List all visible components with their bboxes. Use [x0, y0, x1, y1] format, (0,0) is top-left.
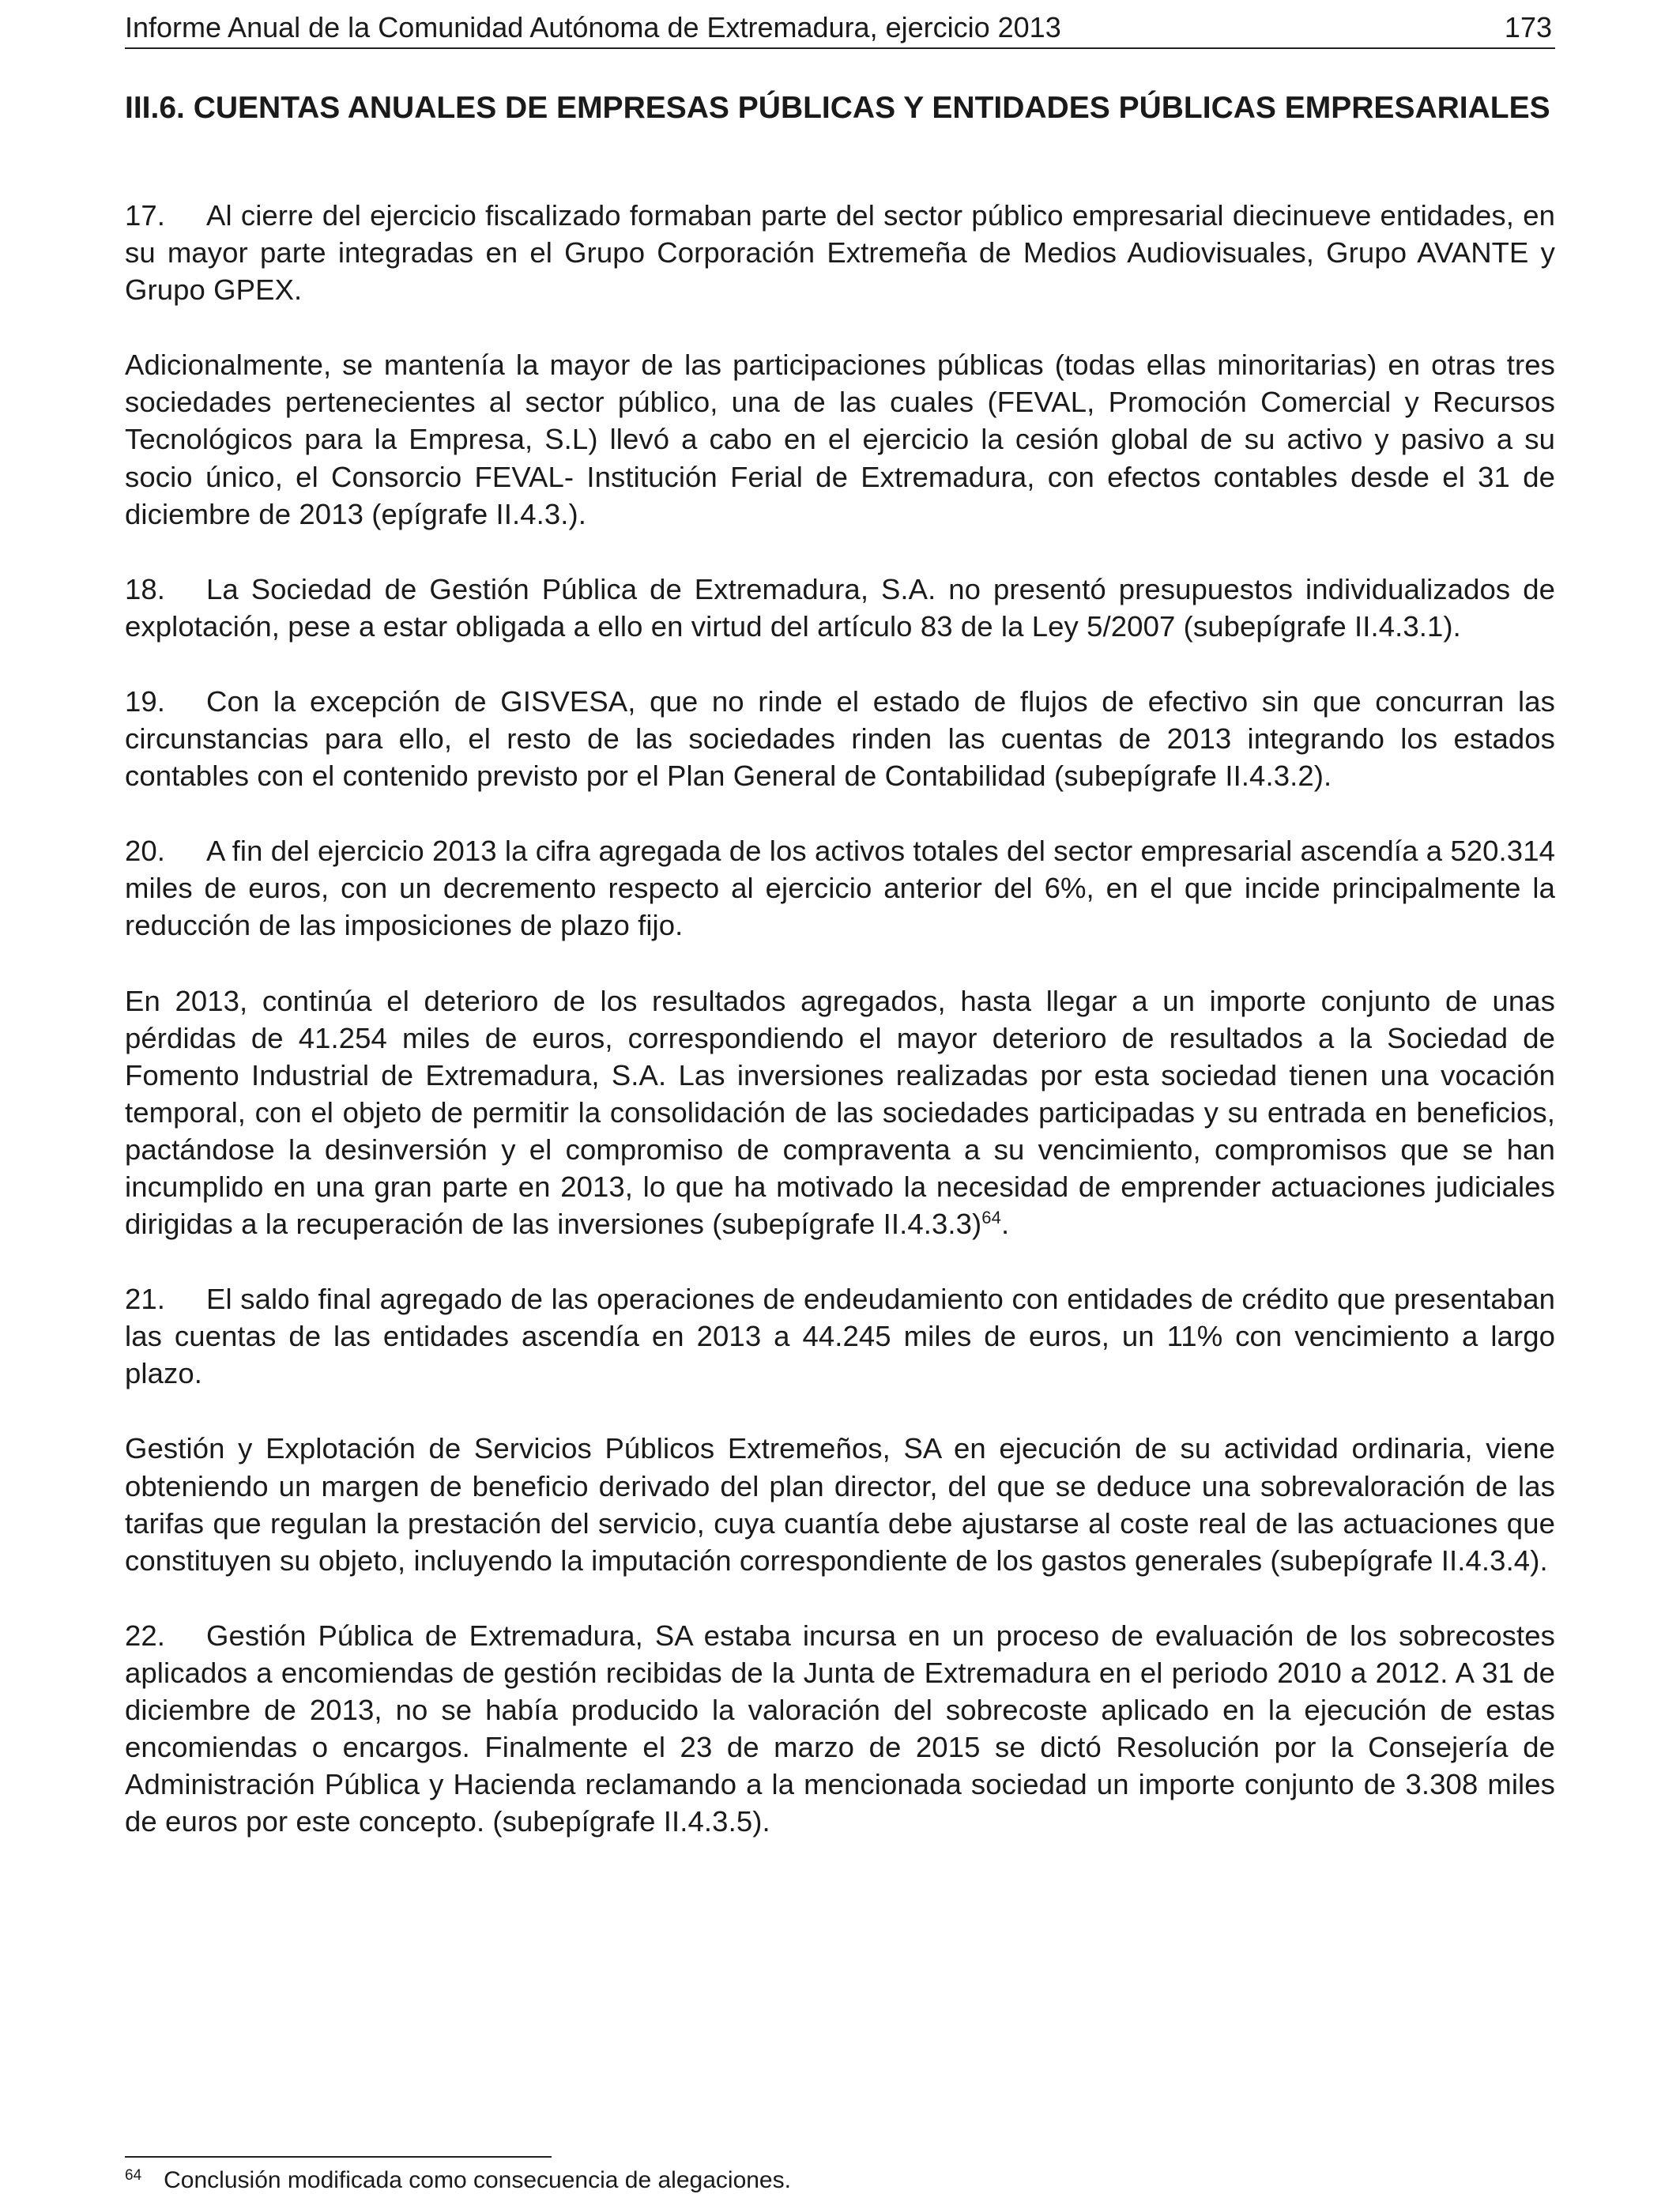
paragraph-21 [125, 1280, 1555, 1392]
paragraph-number: 17. [125, 199, 166, 232]
document-page [125, 0, 1555, 2194]
paragraph-17-continued [125, 346, 1555, 532]
paragraph-number: 19. [125, 684, 166, 718]
footnote-number: 64 [125, 2167, 142, 2184]
paragraph-20-continued [125, 982, 1555, 1243]
footnote-divider [125, 2156, 552, 2158]
paragraph-18 [125, 571, 1555, 645]
paragraph-19 [125, 683, 1555, 794]
paragraph-22 [125, 1617, 1555, 1841]
footnote-reference[interactable]: 64 [981, 1207, 1001, 1227]
footnote-text: Conclusión modificada como consecuencia de alegaciones. [164, 2167, 791, 2193]
running-header [125, 11, 1555, 49]
paragraph-text: A fin del ejercicio 2013 la cifra agregada de los activos totales del sector empresarial ascendía a 520.314 miles de euros, con un decremento respecto al ejercicio anterior del 6%, en el que incide principalmente la reducción de las imposiciones de plazo fijo. [125, 835, 1555, 942]
paragraph-20 [125, 832, 1555, 944]
paragraph-text: Gestión y Explotación de Servicios Públicos Extremeños, SA en ejecución de su actividad ordinaria, viene obteniendo un margen de beneficio derivado del plan director, del que se deduce una sobrevaloración de las tarifas que regulan la prestación del servicio, cuya cuantía debe ajustarse al coste real de las actuaciones que constituyen su objeto, incluyendo la imputación correspondiente de los gastos generales (subepígrafe II.4.3.4). [125, 1432, 1555, 1577]
page-number: 173 [1504, 11, 1552, 43]
paragraph-21-continued [125, 1430, 1555, 1578]
paragraph-number: 18. [125, 572, 166, 605]
paragraph-text: El saldo final agregado de las operaciones de endeudamiento con entidades de crédito que presentaban las cuentas de las entidades ascendía en 2013 a 44.245 miles de euros, un 11% con vencimiento a largo plazo. [125, 1283, 1555, 1390]
paragraph-text: Con la excepción de GISVESA, que no rinde el estado de flujos de efectivo sin que concurran las circunstancias para ello, el resto de las sociedades rinden las cuentas de 2013 integrando los estados contables con el contenido previsto por el Plan General de Contabilidad (subepígrafe II.4.3.2). [125, 684, 1555, 793]
paragraph-number: 21. [125, 1283, 166, 1316]
report-title: Informe Anual de la Comunidad Autónoma de Extremadura, ejercicio 2013 [125, 11, 1061, 43]
footnote [125, 2167, 791, 2194]
paragraph-text: Al cierre del ejercicio fiscalizado formaban parte del sector público empresarial diecinueve entidades, en su mayor parte integradas en el Grupo Corporación Extremeña de Medios Audiovisuales, Grupo AVANTE y Grupo GPEX. [125, 199, 1555, 307]
paragraph-17 [125, 197, 1555, 308]
section-heading: III.6. CUENTAS ANUALES DE EMPRESAS PÚBLICAS Y ENTIDADES PÚBLICAS EMPRESARIALES [125, 91, 1550, 125]
paragraph-text: Gestión Pública de Extremadura, SA estaba incursa en un proceso de evaluación de los sobrecostes aplicados a encomiendas de gestión recibidas de la Junta de Extremadura en el periodo 2010 a 2012. A 31 de diciembre de 2013, no se había producido la valoración del sobrecoste aplicado en la ejecución de estas encomiendas o encargos. Finalmente el 23 de marzo de 2015 se dictó Resolución por la Consejería de Administración Pública y Hacienda reclamando a la mencionada sociedad un importe conjunto de 3.308 miles de euros por este concepto. (subepígrafe II.4.3.5). [125, 1619, 1555, 1838]
paragraph-text: En 2013, continúa el deterioro de los resultados agregados, hasta llegar a un importe conjunto de unas pérdidas de 41.254 miles de euros, correspondiendo el mayor deterioro de resultados a la Sociedad de Fomento Industrial de Extremadura, S.A. Las inversiones realizadas por esta sociedad tienen una vocación temporal, con el objeto de permitir la consolidación de las sociedades participadas y su entrada en beneficios, pactándose la desinversión y el compromiso de compraventa a su vencimiento, compromisos que se han incumplido en una gran parte en 2013, lo que ha motivado la necesidad de emprender actuaciones judiciales dirigidas a la recuperación de las inversiones (subepígrafe II.4.3.3) [125, 984, 1555, 1241]
paragraph-text: La Sociedad de Gestión Pública de Extremadura, S.A. no presentó presupuestos individualizados de explotación, pese a estar obligada a ello en virtud del artículo 83 de la Ley 5/2007 (subepígrafe II.4.3.1). [125, 572, 1555, 643]
document-body [125, 197, 1555, 1878]
paragraph-number: 22. [125, 1619, 166, 1652]
paragraph-text: Adicionalmente, se mantenía la mayor de las participaciones públicas (todas ellas minoritarias) en otras tres sociedades pertenecientes al sector público, una de las cuales (FEVAL, Promoción Comercial y Recursos Tecnológicos para la Empresa, S.L) llevó a cabo en el ejercicio la cesión global de su activo y pasivo a su socio único, el Consorcio FEVAL- Institución Ferial de Extremadura, con efectos contables desde el 31 de diciembre de 2013 (epígrafe II.4.3.). [125, 349, 1555, 530]
paragraph-number: 20. [125, 835, 166, 868]
paragraph-text-end: . [1000, 1208, 1010, 1241]
